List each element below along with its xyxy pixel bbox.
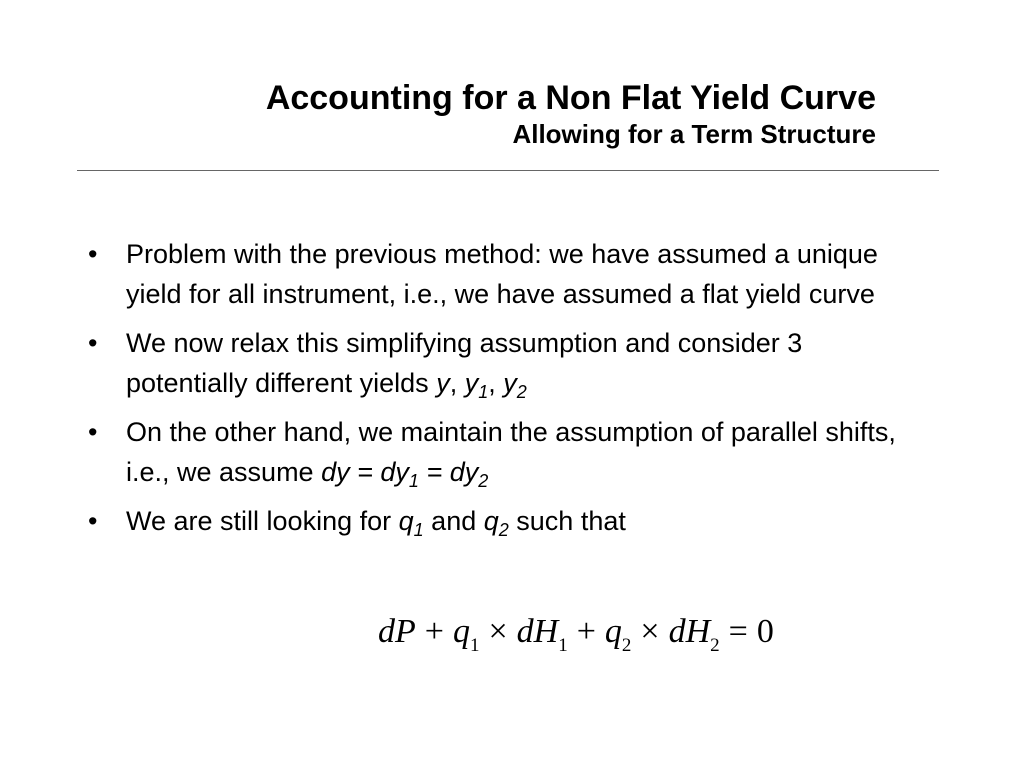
eq-subscript-2: 2 <box>621 635 632 656</box>
shift-dy2: dy <box>449 457 479 487</box>
slide-subtitle: Allowing for a Term Structure <box>512 119 876 149</box>
hedge-equation <box>378 610 774 654</box>
eq-q1: q <box>452 613 470 650</box>
times-sign: × <box>640 613 660 650</box>
yield-y: y <box>436 368 450 398</box>
slide-title: Accounting for a Non Flat Yield Curve <box>265 79 876 117</box>
bullet-marker: • <box>88 417 98 447</box>
times-sign: × <box>488 613 508 650</box>
bullet-text: On the other hand, we maintain the assumption of parallel shifts, i.e., we assume <box>126 417 896 487</box>
plus-sign: + <box>576 613 596 650</box>
eq-subscript-1: 1 <box>469 635 480 656</box>
bullet-item-previous-method <box>84 234 914 314</box>
eq-q2: q <box>604 613 622 650</box>
subscript-2: 2 <box>498 520 509 540</box>
equals-sign: = <box>349 457 381 487</box>
subscript-1: 1 <box>413 520 424 540</box>
shift-dy1: dy <box>380 457 409 487</box>
eq-subscript-1: 1 <box>558 635 568 656</box>
bullet-text: We now relax this simplifying assumption and consider 3 potentially different yields <box>126 328 803 398</box>
bullet-text: We are still looking for <box>126 506 399 536</box>
subscript-2: 2 <box>516 382 527 402</box>
plus-sign: + <box>424 613 444 650</box>
bullet-marker: • <box>88 239 98 269</box>
bullet-item-parallel-shifts <box>84 412 914 492</box>
yield-y1: y <box>464 368 479 398</box>
bullet-text-tail: such that <box>508 506 626 536</box>
separator-comma: , <box>488 368 504 398</box>
shift-dy: dy <box>321 457 350 487</box>
equals-sign: = <box>418 457 450 487</box>
eq-zero: 0 <box>756 613 774 650</box>
conjunction: and <box>423 506 484 536</box>
bullet-item-relax-assumption <box>84 323 914 403</box>
subscript-1: 1 <box>408 471 419 491</box>
yield-y2: y <box>503 368 517 398</box>
eq-subscript-2: 2 <box>710 635 720 656</box>
bullet-marker: • <box>88 328 98 358</box>
eq-dH1: dH <box>516 613 559 650</box>
subscript-2: 2 <box>478 471 489 491</box>
bullet-item-looking-for-q <box>84 501 914 541</box>
subscript-1: 1 <box>478 382 489 402</box>
title-block <box>266 78 876 150</box>
bullet-text: Problem with the previous method: we have assumed a unique yield for all instrument, i.e., we have assumed a flat yield curve <box>126 239 878 309</box>
eq-dP: dP <box>378 613 416 650</box>
equals-sign: = <box>728 613 748 650</box>
title-divider <box>77 170 939 171</box>
quantity-q2: q <box>483 506 499 536</box>
bullet-marker: • <box>88 506 98 536</box>
quantity-q1: q <box>398 506 414 536</box>
bullet-list <box>84 234 914 550</box>
eq-dH2: dH <box>668 613 711 650</box>
separator-comma: , <box>449 368 465 398</box>
